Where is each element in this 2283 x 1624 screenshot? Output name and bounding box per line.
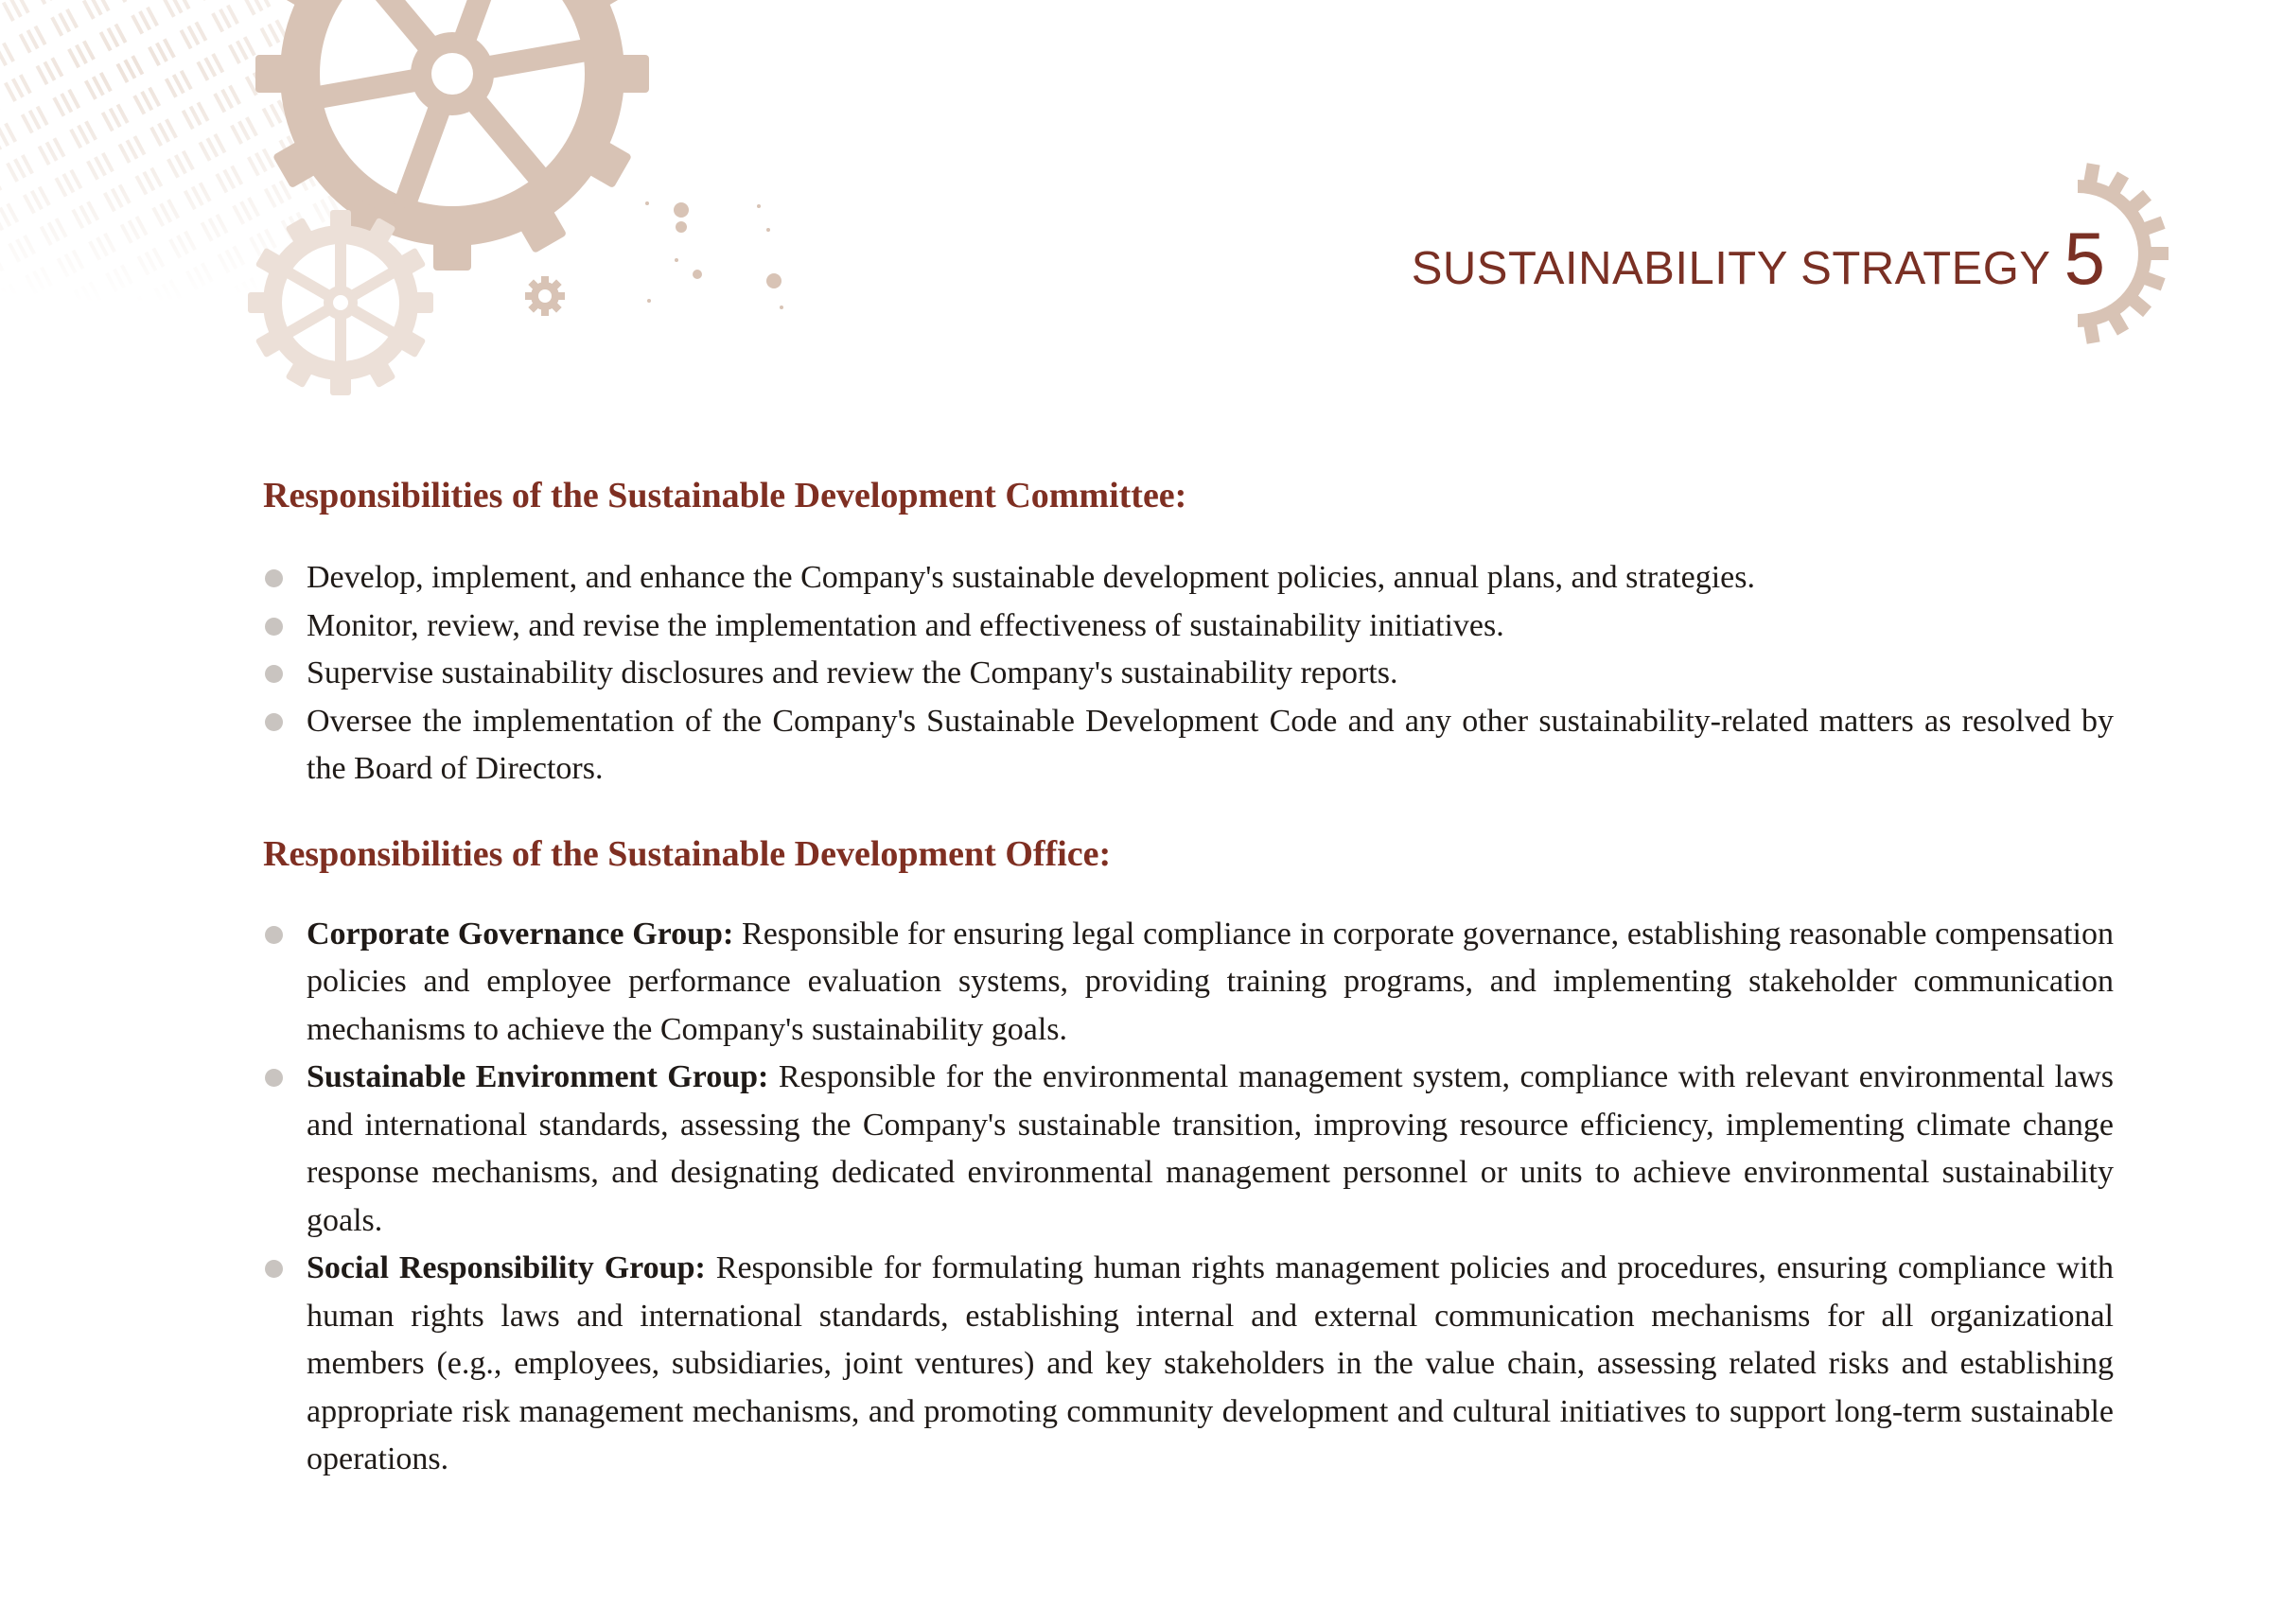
committee-section — [263, 475, 2114, 794]
section-title: SUSTAINABILITY STRATEGY — [1411, 243, 2051, 294]
page-header — [1412, 216, 2105, 302]
office-section — [263, 833, 2114, 1484]
list-item: Monitor, review, and revise the implementation and effectiveness of sustainability initiatives. — [263, 602, 2114, 651]
decorative-gears-graphic — [0, 0, 833, 435]
list-item — [263, 1054, 2114, 1245]
main-content — [263, 475, 2114, 1484]
list-item — [263, 1245, 2114, 1484]
chapter-number: 5 — [2063, 217, 2105, 300]
group-description: Responsible for the environmental management system, compliance with relevant environmental laws and international standards, assessing the Company's sustainable transition, improving resource efficiency, implementing climate change response mechanisms, and designating dedicated environmental management personnel or units to achieve environmental sustainability goals. — [307, 1059, 2114, 1238]
tiny-gear-icon — [525, 276, 565, 316]
group-name: Social Responsibility Group: — [307, 1250, 706, 1285]
group-description: Responsible for ensuring legal compliance in corporate governance, establishing reasonable compensation policies and employee performance evaluation systems, providing training programs, and implementing stakeholder communication mechanisms to achieve the Company's sustainability goals. — [307, 916, 2115, 1047]
decorative-dots — [645, 201, 783, 309]
list-item — [263, 911, 2114, 1055]
group-description: Responsible for formulating human rights management policies and procedures, ensuring compliance with human rights laws and international standards, establishing internal and external communication mechanisms for all organizational members (e.g., employees, subsidiaries, joint ventures) and key stakeholders in the value chain, assessing related risks and establishing appropriate risk management mechanisms, and promoting community development and cultural initiatives to support long-term sustainable operations. — [307, 1250, 2115, 1476]
committee-heading: Responsibilities of the Sustainable Development Committee: — [263, 476, 1187, 515]
group-name: Corporate Governance Group: — [307, 916, 734, 952]
bullet-icon — [265, 665, 283, 683]
office-heading: Responsibilities of the Sustainable Development Office: — [263, 833, 1112, 874]
bullet-icon — [265, 1069, 283, 1087]
list-item: Oversee the implementation of the Company's Sustainable Development Code and any other sustainability-related matters as resolved by the Board of Directors. — [263, 698, 2114, 794]
bullet-icon — [265, 1260, 283, 1278]
list-item: Develop, implement, and enhance the Company's sustainable development policies, annual plans, and strategies. — [263, 554, 2114, 602]
committee-list — [263, 554, 2114, 794]
bullet-icon — [265, 569, 283, 587]
list-item: Supervise sustainability disclosures and review the Company's sustainability reports. — [263, 650, 2114, 698]
bullet-icon — [265, 926, 283, 944]
group-name: Sustainable Environment Group: — [307, 1059, 769, 1094]
bullet-icon — [265, 713, 283, 731]
bullet-icon — [265, 618, 283, 636]
office-list — [263, 911, 2114, 1484]
